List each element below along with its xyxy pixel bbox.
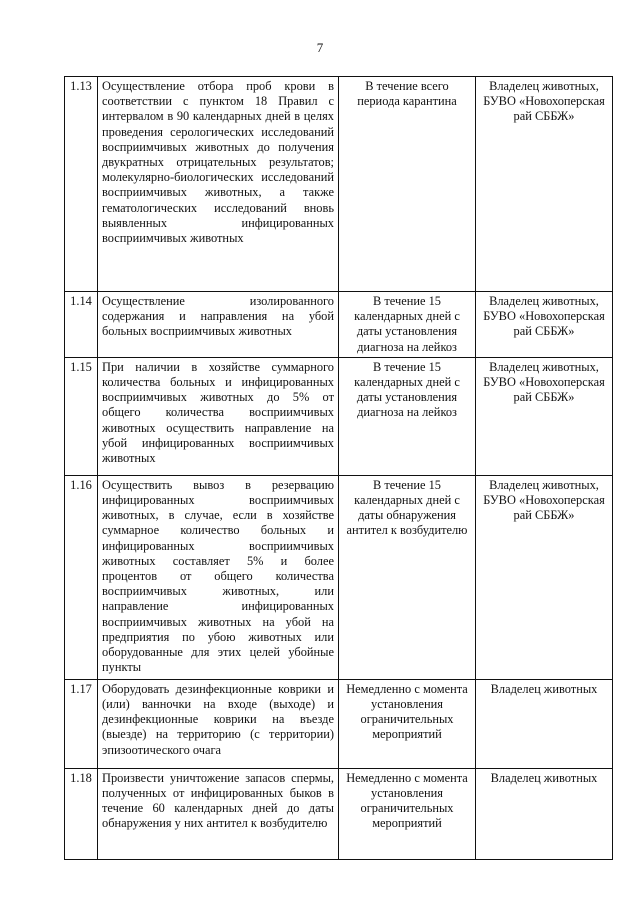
table-row bbox=[65, 768, 613, 859]
deadline-text: В течение всего периода карантина bbox=[339, 77, 476, 292]
row-number: 1.17 bbox=[65, 679, 98, 768]
table-row bbox=[65, 292, 613, 358]
table-row bbox=[65, 475, 613, 679]
measure-text: При наличии в хозяйстве суммарного количества больных и инфицированных восприимчивых животных до 5% от общего количества восприимчивых животных осуществить направление на убой инфицированных восприимчивых животных bbox=[98, 357, 339, 475]
measure-text: Произвести уничтожение запасов спермы, полученных от инфицированных быков в течение 60 календарных дней до даты обнаружения у них антител к возбудителю bbox=[98, 768, 339, 859]
measure-text: Оборудовать дезинфекционные коврики и (или) ванночки на входе (выходе) и дезинфекционные коврики на въезде (выезде) на территорию (с территории) эпизоотического очага bbox=[98, 679, 339, 768]
deadline-text: В течение 15 календарных дней с даты установления диагноза на лейкоз bbox=[339, 357, 476, 475]
deadline-text: В течение 15 календарных дней с даты обнаружения антител к возбудителю bbox=[339, 475, 476, 679]
table-row bbox=[65, 77, 613, 292]
responsible-text: Владелец животных, БУВО «Новохоперская рай СББЖ» bbox=[476, 292, 613, 358]
page-number: 7 bbox=[316, 40, 324, 55]
table-row bbox=[65, 357, 613, 475]
deadline-text: В течение 15 календарных дней с даты установления диагноза на лейкоз bbox=[339, 292, 476, 358]
row-number: 1.13 bbox=[65, 77, 98, 292]
measure-text: Осуществить вывоз в резервацию инфицированных восприимчивых животных, в случае, если в хозяйстве суммарное количество больных и инфицированных восприимчивых животных составляет 5% и более процентов от общего количества восприимчивых животных, или направление инфицированных восприимчивых животных на убой на предприятия по убою животных или оборудованные для этих целей убойные пункты bbox=[98, 475, 339, 679]
measure-text: Осуществление отбора проб крови в соответствии с пунктом 18 Правил с интервалом в 90 календарных дней в целях проведения серологических исследований восприимчивых животных до получения двукратных отрицательных результатов; молекулярно-биологических исследований восприимчивых животных, а также гематологических исследований вновь выявленных инфицированных восприимчивых животных bbox=[98, 77, 339, 292]
row-number: 1.14 bbox=[65, 292, 98, 358]
responsible-text: Владелец животных bbox=[476, 679, 613, 768]
table-row bbox=[65, 679, 613, 768]
row-number: 1.15 bbox=[65, 357, 98, 475]
deadline-text: Немедленно с момента установления ограничительных мероприятий bbox=[339, 768, 476, 859]
responsible-text: Владелец животных, БУВО «Новохоперская рай СББЖ» bbox=[476, 77, 613, 292]
row-number: 1.16 bbox=[65, 475, 98, 679]
row-number: 1.18 bbox=[65, 768, 98, 859]
deadline-text: Немедленно с момента установления ограничительных мероприятий bbox=[339, 679, 476, 768]
measures-table bbox=[64, 76, 613, 860]
measure-text: Осуществление изолированного содержания и направления на убой больных восприимчивых животных bbox=[98, 292, 339, 358]
responsible-text: Владелец животных, БУВО «Новохоперская рай СББЖ» bbox=[476, 357, 613, 475]
responsible-text: Владелец животных, БУВО «Новохоперская рай СББЖ» bbox=[476, 475, 613, 679]
responsible-text: Владелец животных bbox=[476, 768, 613, 859]
